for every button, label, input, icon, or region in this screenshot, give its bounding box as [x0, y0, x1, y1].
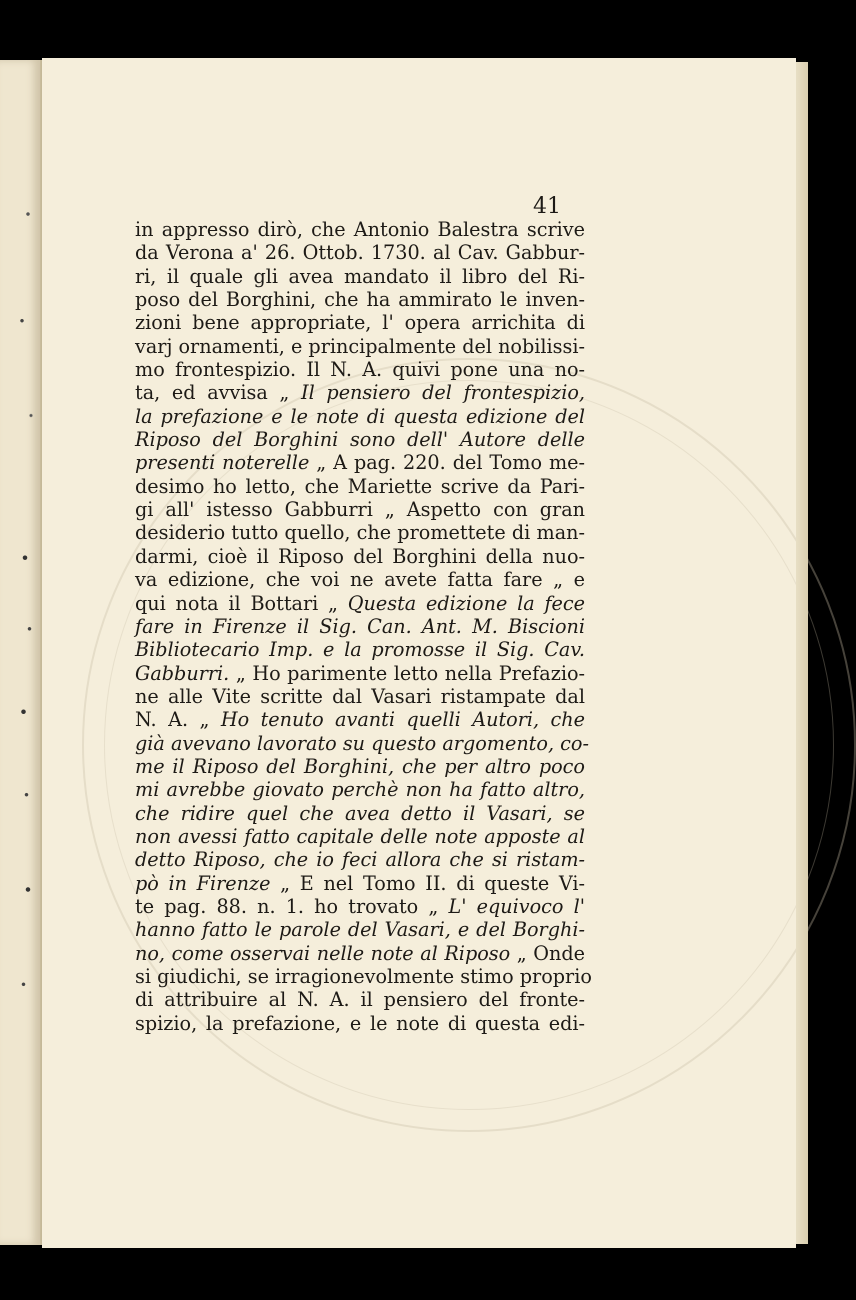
text-line [135, 451, 585, 474]
text-segment: N. A. „ [135, 708, 221, 732]
text-line [135, 405, 585, 428]
text-line [135, 872, 585, 895]
text-line [135, 802, 585, 825]
text-line [135, 965, 592, 988]
text-line [135, 755, 585, 778]
text-line [135, 521, 585, 544]
text-line [135, 265, 585, 288]
text-line [135, 638, 585, 661]
text-segment: spizio, la prefazione, e le note di questa edi- [135, 1011, 585, 1035]
text-line [135, 218, 585, 241]
text-segment: ne alle Vite scritte dal Vasari ristampate dal [135, 684, 585, 708]
text-line [135, 708, 585, 731]
text-segment: desimo ho letto, che Mariette scrive da Pari- [135, 474, 585, 498]
text-segment: desiderio tutto quello, che promettete di man- [135, 521, 585, 545]
text-segment: gi all' istesso Gabburri „ Aspetto con gran [135, 498, 585, 522]
text-line [135, 895, 585, 918]
italic-quote-segment: Gabburri. [135, 661, 230, 685]
text-line [135, 428, 585, 451]
italic-quote-segment: la prefazione e le note di questa edizione del [135, 404, 585, 428]
italic-quote-segment: Riposo del Borghini sono dell' Autore delle [135, 428, 585, 452]
text-line [135, 568, 585, 591]
italic-quote-segment: Ho tenuto avanti quelli Autori, che [220, 708, 586, 732]
text-line [135, 778, 585, 801]
text-line [135, 358, 585, 381]
italic-quote-segment: presenti noterelle [135, 451, 310, 475]
text-segment: si giudichi, se irragionevolmente stimo proprio [135, 965, 592, 988]
italic-quote-segment: no, come osservai nelle note al Riposo [135, 941, 511, 965]
text-line [135, 942, 585, 965]
text-segment: ta, ed avvisa „ [135, 381, 302, 405]
text-segment: zioni bene appropriate, l' opera arrichita di [135, 311, 585, 335]
text-segment: mo frontespizio. Il N. A. quivi pone una no- [135, 358, 585, 382]
text-line [135, 825, 585, 848]
italic-quote-segment: hanno fatto le parole del Vasari, e del Borghi- [135, 918, 585, 942]
text-segment: varj ornamenti, e principalmente del nobilissi- [135, 334, 585, 358]
text-line [135, 662, 585, 685]
italic-quote-segment: Bibliotecario Imp. e la promosse il Sig. Cav. [135, 638, 585, 662]
text-segment: „ A pag. 220. del Tomo me- [309, 451, 586, 475]
italic-quote-segment: già avevano lavorato su questo argomento, co- [135, 731, 589, 755]
italic-quote-segment: Il pensiero del frontespizio, [301, 381, 585, 405]
text-segment: poso del Borghini, che ha ammirato le inven- [135, 288, 585, 312]
italic-quote-segment: Questa edizione la fece [347, 591, 586, 615]
text-segment: da Verona a' 26. Ottob. 1730. al Cav. Gabbur- [135, 241, 585, 265]
text-segment: in appresso dirò, che Antonio Balestra scrive [135, 218, 585, 241]
text-line [135, 1012, 585, 1035]
body-text [135, 218, 592, 1035]
italic-quote-segment: pò in Firenze [135, 871, 271, 895]
text-segment: „ Onde [510, 941, 585, 965]
text-segment: ri, il quale gli avea mandato il libro del Ri- [135, 264, 585, 288]
text-segment: qui nota il Bottari „ [135, 591, 348, 615]
italic-quote-segment: che ridire quel che avea detto il Vasari, se [135, 801, 585, 825]
page-number: 41 [533, 194, 561, 219]
italic-quote-segment: me il Riposo del Borghini, che per altro poco [135, 754, 585, 778]
text-line [135, 241, 585, 264]
text-line [135, 335, 585, 358]
text-line [135, 311, 585, 334]
text-segment: darmi, cioè il Riposo del Borghini della nuo- [135, 544, 585, 568]
text-line [135, 988, 585, 1011]
text-line [135, 848, 585, 871]
italic-quote-segment: mi avrebbe giovato perchè non ha fatto altro, [135, 778, 585, 802]
italic-quote-segment: detto Riposo, che io feci allora che si ristam- [135, 848, 585, 872]
text-line [135, 731, 589, 755]
text-line [135, 498, 585, 521]
italic-quote-segment: fare in Firenze il Sig. Can. Ant. M. Biscioni [135, 614, 585, 638]
text-line [135, 918, 585, 941]
text-segment: „ E nel Tomo II. di queste Vi- [270, 871, 586, 895]
text-line [135, 288, 585, 311]
text-line [135, 475, 585, 498]
italic-quote-segment: non avessi fatto capitale delle note apposte al [135, 824, 585, 848]
text-line [135, 615, 585, 638]
ink-specks [10, 60, 40, 1245]
text-line [135, 381, 585, 404]
text-segment: va edizione, che voi ne avete fatta fare „ e [135, 568, 585, 592]
text-segment: te pag. 88. n. 1. ho trovato „ [135, 894, 449, 918]
text-line [135, 685, 585, 708]
text-line [135, 545, 585, 568]
facing-page-edge [0, 60, 42, 1245]
text-line [135, 592, 585, 615]
text-segment: di attribuire al N. A. il pensiero del fronte- [135, 988, 585, 1012]
text-segment: „ Ho parimente letto nella Prefazio- [229, 661, 585, 685]
italic-quote-segment: L' equivoco l' [448, 894, 585, 918]
